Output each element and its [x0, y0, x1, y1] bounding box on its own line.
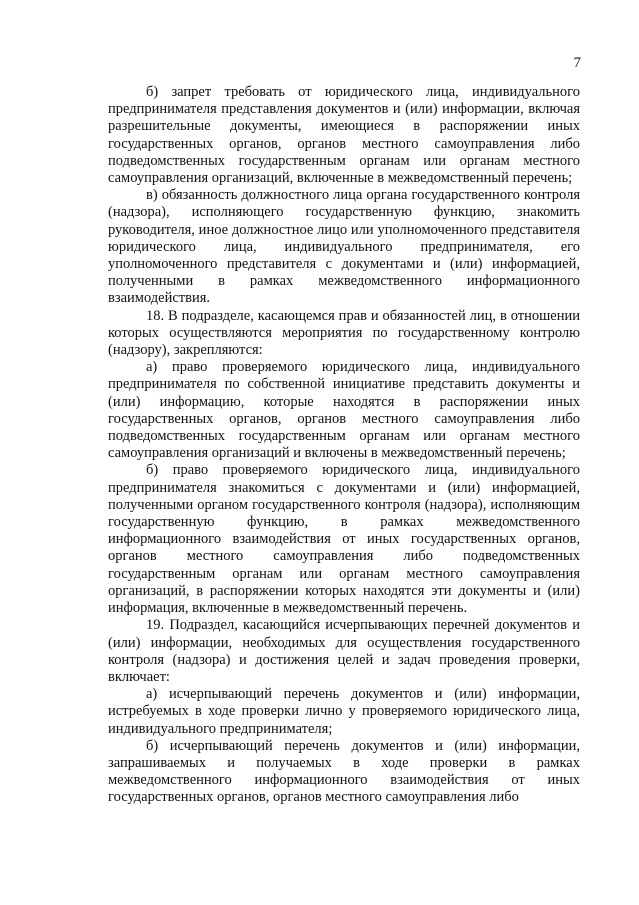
paragraph-b-right-review: б) право проверяемого юридического лица, индивидуального предпринимателя знакомиться с документами и (или) информацией, полученными органом государственного контроля (надзора), исполняющим государственную функцию, в рамках межведомственного информационного взаимодействия от иных государственных органов, органов местного самоуправления либо подведомственных государственным органам или органам местного самоуправления организаций, в распоряжении которых находятся эти документы и (или) информация, включенные в межведомственный перечень. [108, 462, 580, 617]
paragraph-b-prohibition: б) запрет требовать от юридического лица, индивидуального предпринимателя представления документов и (или) информации, включая разрешительные документы, имеющиеся в распоряжении иных государственных органов, органов местного самоуправления либо подведомственных государственным органам или органам местного самоуправления организаций, включенные в межведомственный перечень; [108, 84, 580, 187]
paragraph-a-right-submit: а) право проверяемого юридического лица, индивидуального предпринимателя по собственной инициативе представить документы и (или) информацию, которые находятся в распоряжении иных государственных органов, органов местного самоуправления либо подведомственных государственным органам или органам местного самоуправления организаций и включены в межведомственный перечень; [108, 359, 580, 462]
page-number: 7 [573, 55, 581, 71]
document-body [108, 84, 580, 807]
paragraph-a-requested-list: а) исчерпывающий перечень документов и (или) информации, истребуемых в ходе проверки лично у проверяемого юридического лица, индивидуального предпринимателя; [108, 686, 580, 737]
paragraph-18-rights-heading: 18. В подразделе, касающемся прав и обязанностей лиц, в отношении которых осуществляются мероприятия по государственному контролю (надзору), закрепляются: [108, 307, 580, 359]
paragraph-19-document-lists: 19. Подраздел, касающийся исчерпывающих перечней документов и (или) информации, необходимых для осуществления государственного контроля (надзора) и достижения целей и задач проведения проверки, включает: [108, 617, 580, 685]
paragraph-v-obligation: в) обязанность должностного лица органа государственного контроля (надзора), исполняющего государственную функцию, знакомить руководителя, иное должностное лицо или уполномоченного представителя юридического лица, индивидуального предпринимателя, его уполномоченного представителя с документами и (или) информацией, полученными в рамках межведомственного информационного взаимодействия. [108, 187, 580, 307]
paragraph-b-interagency-list: б) исчерпывающий перечень документов и (или) информации, запрашиваемых и получаемых в ходе проверки в рамках межведомственного информационного взаимодействия от иных государственных органов, органов местного самоуправления либо [108, 737, 580, 806]
